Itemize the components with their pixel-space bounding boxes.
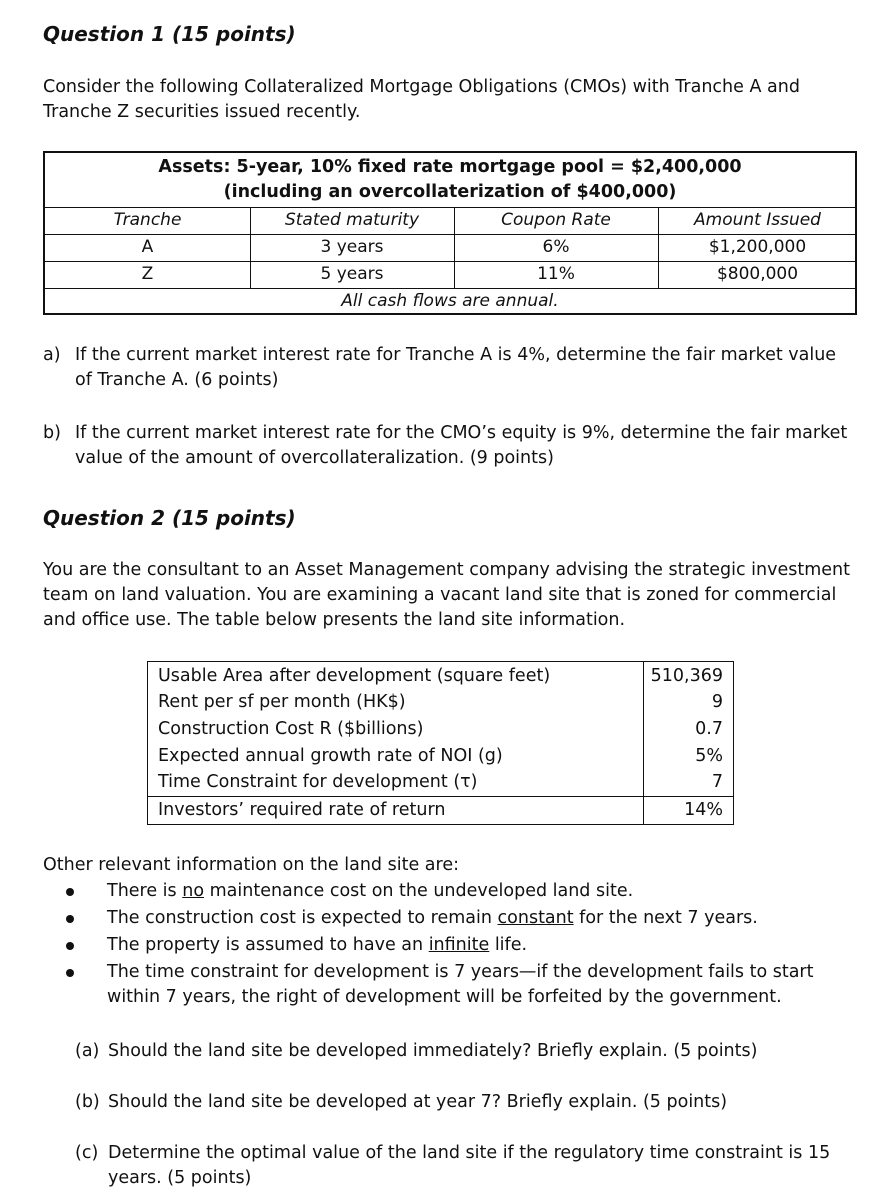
land-row-value: 7 (711, 772, 723, 792)
underlined-text: constant (497, 908, 574, 928)
part-line: Should the land site be developed immediately? Briefly explain. (5 points) (108, 1041, 758, 1061)
part-line: Determine the optimal value of the land site if the regulatory time constraint is 15 (108, 1143, 831, 1163)
part-line: If the current market interest rate for Tranche A is 4%, determine the fair market value (75, 345, 837, 365)
cmo-cell: A (141, 237, 154, 257)
cmo-cell: Z (141, 264, 154, 284)
bullet-item (107, 960, 814, 1010)
bullet-text: There is (107, 881, 183, 901)
q1-part-a (43, 343, 836, 393)
q2-part-b (75, 1090, 727, 1115)
part-line: value of the amount of overcollateralization. (9 points) (75, 448, 554, 468)
bullet-item (107, 906, 758, 931)
part-label: a) (43, 345, 61, 365)
part-label: (a) (75, 1041, 100, 1061)
cmo-cell: $1,200,000 (708, 237, 807, 257)
intro-line: You are the consultant to an Asset Management company advising the strategic investment (43, 560, 851, 580)
bullet-dot (66, 915, 74, 923)
land-row-value: 14% (684, 800, 723, 820)
land-row-value: 0.7 (695, 719, 723, 739)
q1-part-b (43, 421, 847, 471)
cmo-cell: $800,000 (716, 264, 799, 284)
cmo-col-amount: Amount Issued (694, 210, 821, 230)
bullet-dot (66, 888, 74, 896)
cmo-table-header-line1: Assets: 5-year, 10% fixed rate mortgage pool = $2,400,000 (158, 157, 742, 177)
part-line: Should the land site be developed at year 7? Briefly explain. (5 points) (108, 1092, 728, 1112)
intro-line: Consider the following Collateralized Mortgage Obligations (CMOs) with Tranche A and (43, 77, 800, 97)
question-2-intro (43, 558, 850, 633)
bullet-item (107, 933, 527, 958)
cmo-col-tranche: Tranche (113, 210, 182, 230)
q2-part-c (75, 1141, 830, 1191)
land-row-label: Construction Cost R ($billions) (158, 719, 424, 739)
cmo-cell: 11% (537, 264, 575, 284)
land-row-label: Expected annual growth rate of NOI (g) (158, 746, 503, 766)
cmo-cell: 3 years (320, 237, 384, 257)
land-row-label: Rent per sf per month (HK$) (158, 692, 406, 712)
bullet-text: The property is assumed to have an (107, 935, 429, 955)
land-row-value: 9 (711, 692, 723, 712)
cmo-table-header-line2: (including an overcollaterization of $400,000) (223, 182, 677, 202)
q2-part-a (75, 1039, 757, 1064)
cmo-table-footer: All cash flows are annual. (341, 291, 559, 311)
question-2-title: Question 2 (15 points) (43, 506, 296, 530)
bullet-text: The construction cost is expected to remain (107, 908, 498, 928)
bullet-dot (66, 969, 74, 977)
intro-line: Tranche Z securities issued recently. (43, 102, 361, 122)
bullet-text: life. (489, 935, 528, 955)
bullet-text: for the next 7 years. (573, 908, 758, 928)
cmo-col-maturity: Stated maturity (284, 210, 420, 230)
bullet-text: within 7 years, the right of development will be forfeited by the government. (107, 987, 782, 1007)
underlined-text: no (182, 881, 205, 901)
bullet-text: maintenance cost on the undeveloped land site. (204, 881, 634, 901)
land-row-value: 510,369 (650, 666, 723, 686)
part-line: of Tranche A. (6 points) (75, 370, 279, 390)
bullet-text: The time constraint for development is 7 years—if the development fails to start (107, 962, 814, 982)
question-1-intro (43, 75, 800, 125)
part-label: (b) (75, 1092, 100, 1112)
other-info-title: Other relevant information on the land site are: (43, 855, 459, 875)
part-label: (c) (75, 1143, 99, 1163)
question-1-title: Question 1 (15 points) (43, 22, 296, 46)
underlined-text: infinite (428, 935, 490, 955)
intro-line: team on land valuation. You are examining a vacant land site that is zoned for commercial (43, 585, 837, 605)
cmo-cell: 6% (542, 237, 570, 257)
bullet-item (107, 879, 633, 904)
part-label: b) (43, 423, 61, 443)
intro-line: and office use. The table below presents the land site information. (43, 610, 626, 630)
land-row-label: Usable Area after development (square feet) (158, 666, 551, 686)
land-row-value: 5% (695, 746, 723, 766)
land-site-table (147, 661, 734, 825)
cmo-table (43, 151, 857, 315)
part-line: years. (5 points) (108, 1168, 252, 1188)
cmo-col-coupon: Coupon Rate (501, 210, 611, 230)
bullet-dot (66, 942, 74, 950)
cmo-cell: 5 years (320, 264, 384, 284)
land-row-label: Time Constraint for development (τ) (158, 772, 478, 792)
part-line: If the current market interest rate for the CMO’s equity is 9%, determine the fair market (75, 423, 848, 443)
land-row-label: Investors’ required rate of return (158, 800, 446, 820)
